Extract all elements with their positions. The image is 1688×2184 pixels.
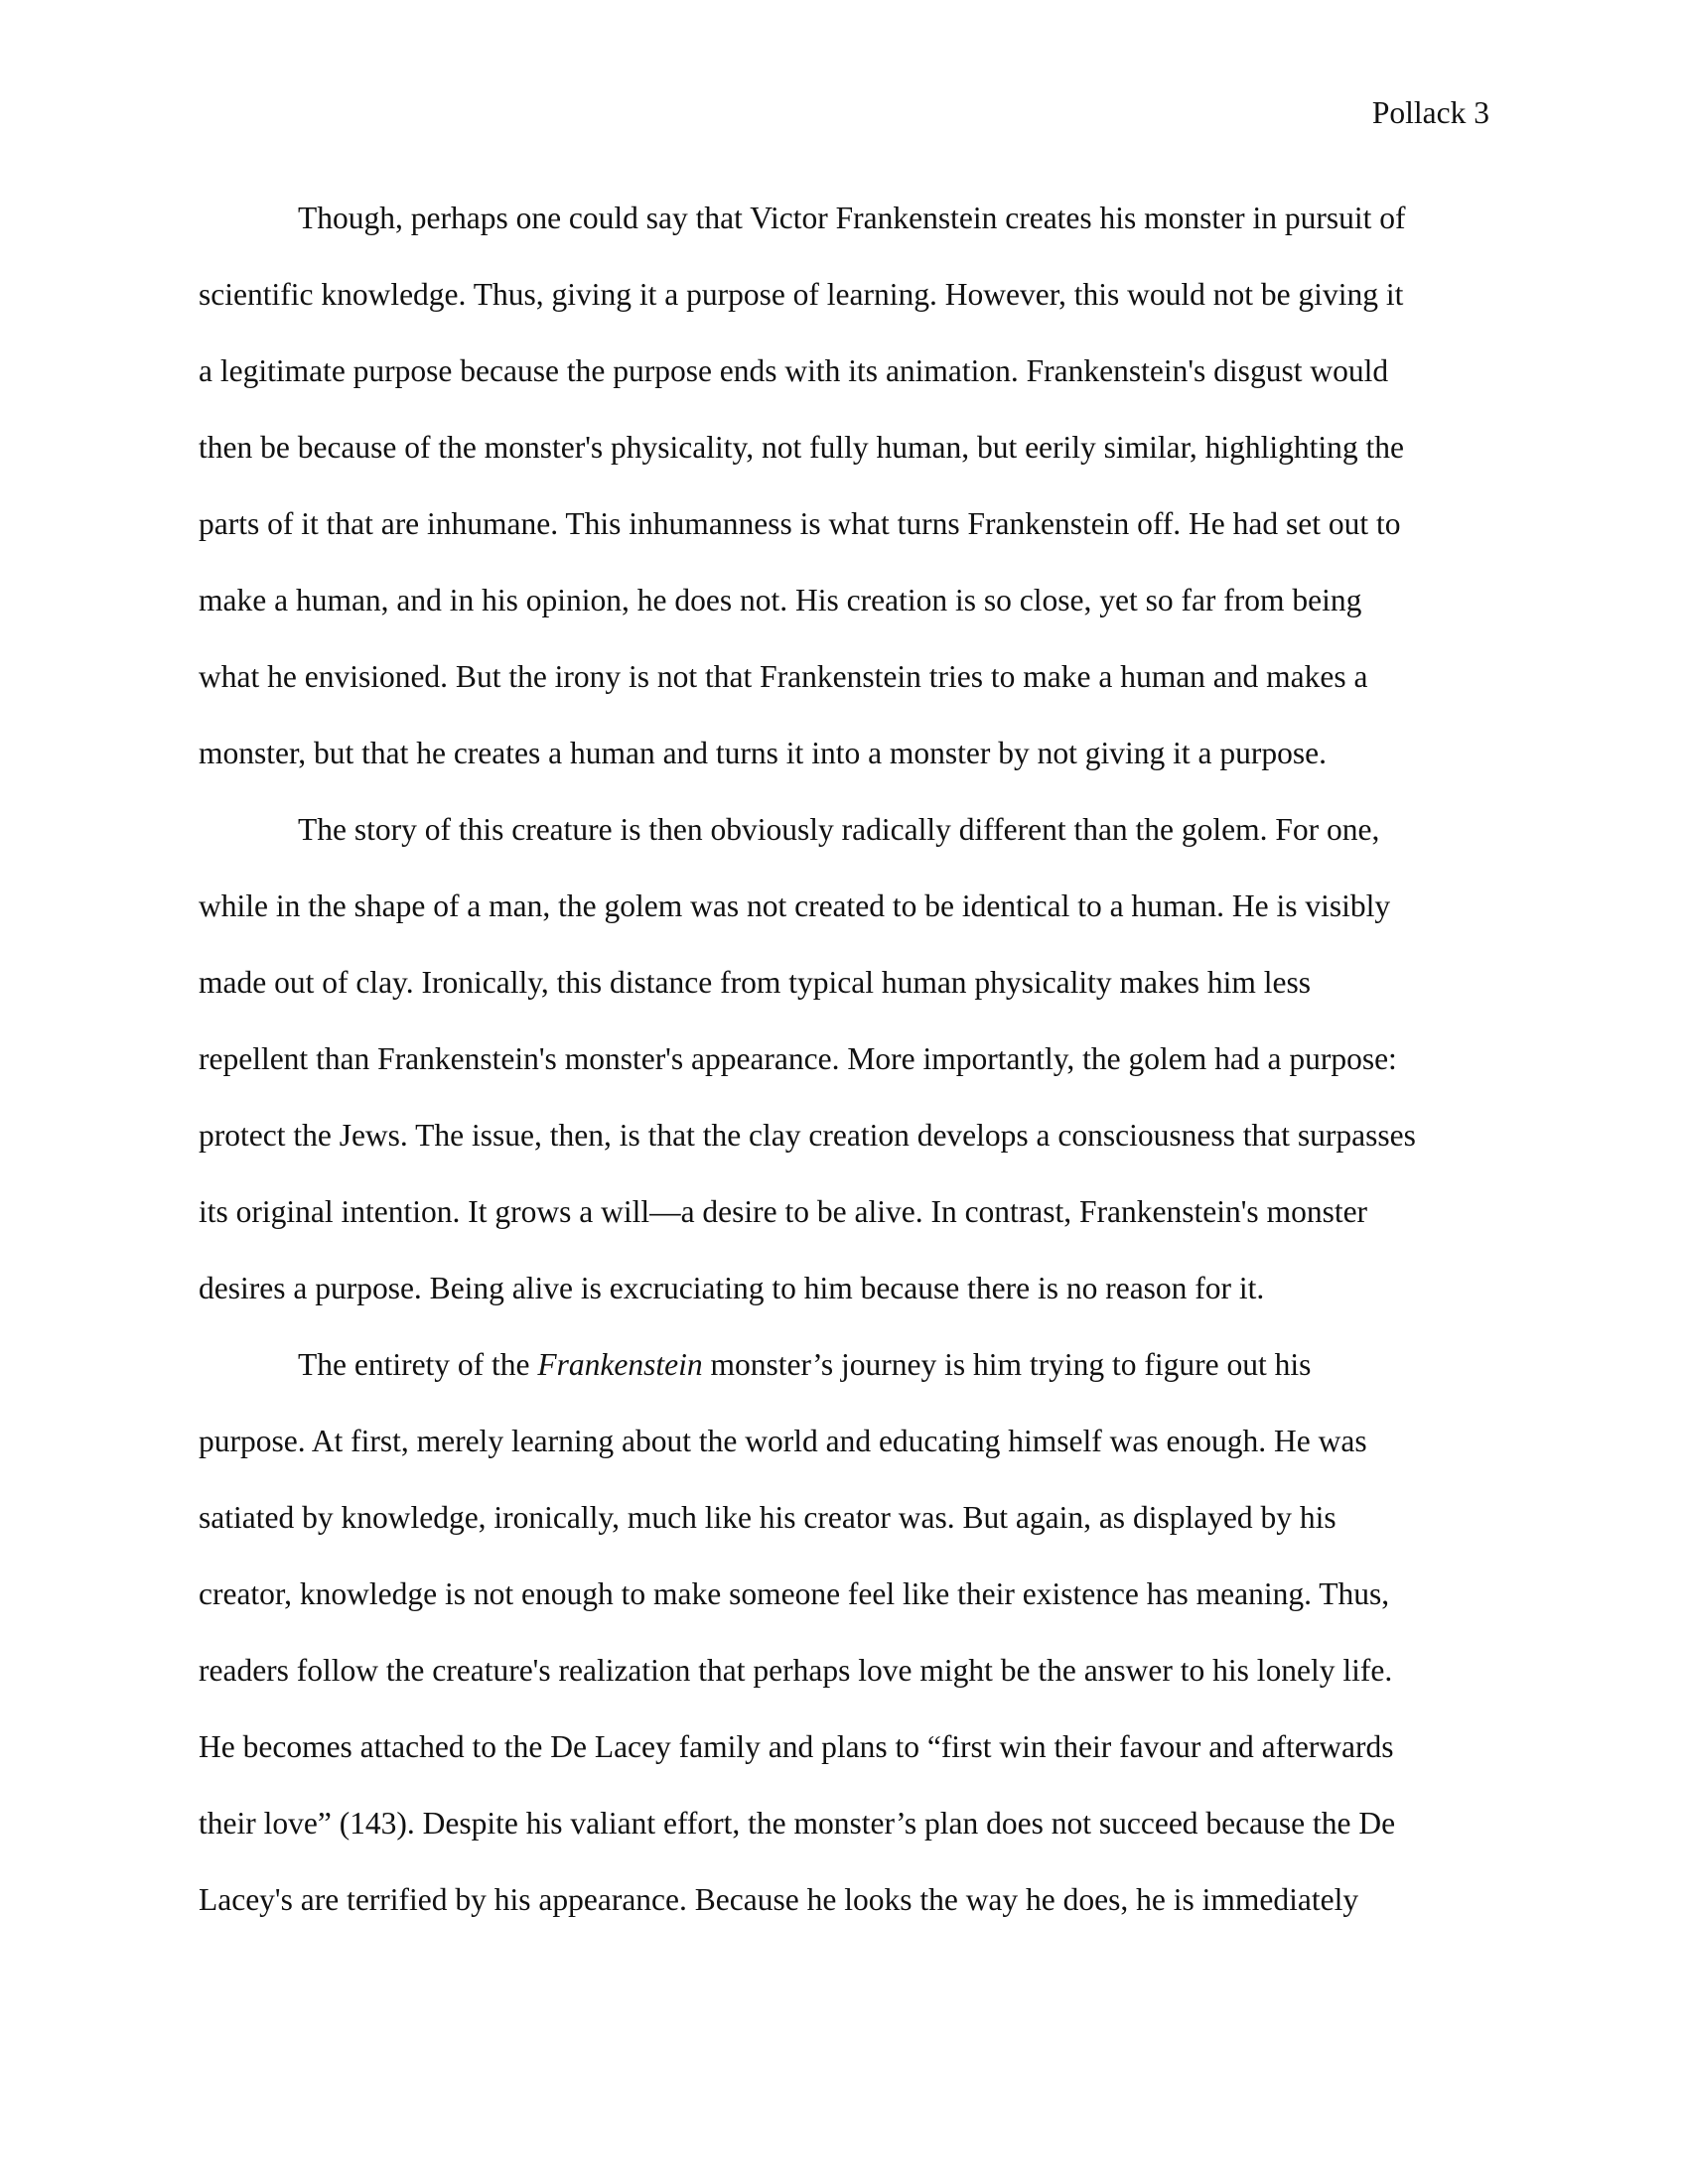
paragraph-2-line-3: made out of clay. Ironically, this distance from typical human physicality makes him less [199,965,1312,1000]
paragraph-2-line-1: The story of this creature is then obviously radically different than the golem. For one, [298,812,1380,847]
paragraph-3-line-1 [298,1349,1311,1381]
paragraph-1-line-3: a legitimate purpose because the purpose ends with its animation. Frankenstein's disgust would [199,353,1389,388]
paragraph-3-line-7: their love” (143). Despite his valiant effort, the monster’s plan does not succeed because the De [199,1806,1396,1841]
paragraph-1-line-8: monster, but that he creates a human and turns it into a monster by not giving it a purpose. [199,736,1327,770]
paragraph-1-line-2: scientific knowledge. Thus, giving it a purpose of learning. However, this would not be giving it [199,277,1404,312]
paragraph-3-line-4: creator, knowledge is not enough to make someone feel like their existence has meaning. Thus, [199,1576,1390,1611]
paragraph-1-line-1: Though, perhaps one could say that Victor Frankenstein creates his monster in pursuit of [298,201,1406,235]
paragraph-2-line-7: desires a purpose. Being alive is excruciating to him because there is no reason for it. [199,1271,1265,1305]
paragraph-3-line-2: purpose. At first, merely learning about the world and educating himself was enough. He was [199,1424,1367,1458]
paragraph-2-line-4: repellent than Frankenstein's monster's appearance. More importantly, the golem had a purpose: [199,1041,1397,1076]
paragraph-2-line-6: its original intention. It grows a will—a desire to be alive. In contrast, Frankenstein's monster [199,1194,1368,1229]
paragraph-3-line-3: satiated by knowledge, ironically, much like his creator was. But again, as displayed by his [199,1500,1336,1535]
paragraph-2-line-5: protect the Jews. The issue, then, is that the clay creation develops a consciousness that surpasses [199,1118,1416,1153]
paragraph-3-line-8: Lacey's are terrified by his appearance. Because he looks the way he does, he is immediately [199,1882,1359,1917]
italic-title-frankenstein: Frankenstein [537,1347,703,1382]
paragraph-1-line-6: make a human, and in his opinion, he does not. His creation is so close, yet so far from being [199,583,1362,617]
paragraph-3-line-6: He becomes attached to the De Lacey family and plans to “first win their favour and afterwards [199,1729,1394,1764]
paragraph-1-line-5: parts of it that are inhumane. This inhumanness is what turns Frankenstein off. He had set out to [199,506,1401,541]
paragraph-1-line-7: what he envisioned. But the irony is not that Frankenstein tries to make a human and makes a [199,659,1368,694]
paragraph-3-line-1-before-title: The entirety of the [298,1347,538,1382]
paragraph-3-line-1-after-title: monster’s journey is him trying to figure out his [702,1347,1312,1382]
paragraph-1-line-4: then be because of the monster's physicality, not fully human, but eerily similar, highlighting the [199,430,1404,465]
paragraph-2-line-2: while in the shape of a man, the golem was not created to be identical to a human. He is visibly [199,888,1391,923]
running-head-page-number: Pollack 3 [1371,95,1489,130]
paragraph-3-line-5: readers follow the creature's realization that perhaps love might be the answer to his lonely life. [199,1653,1393,1688]
